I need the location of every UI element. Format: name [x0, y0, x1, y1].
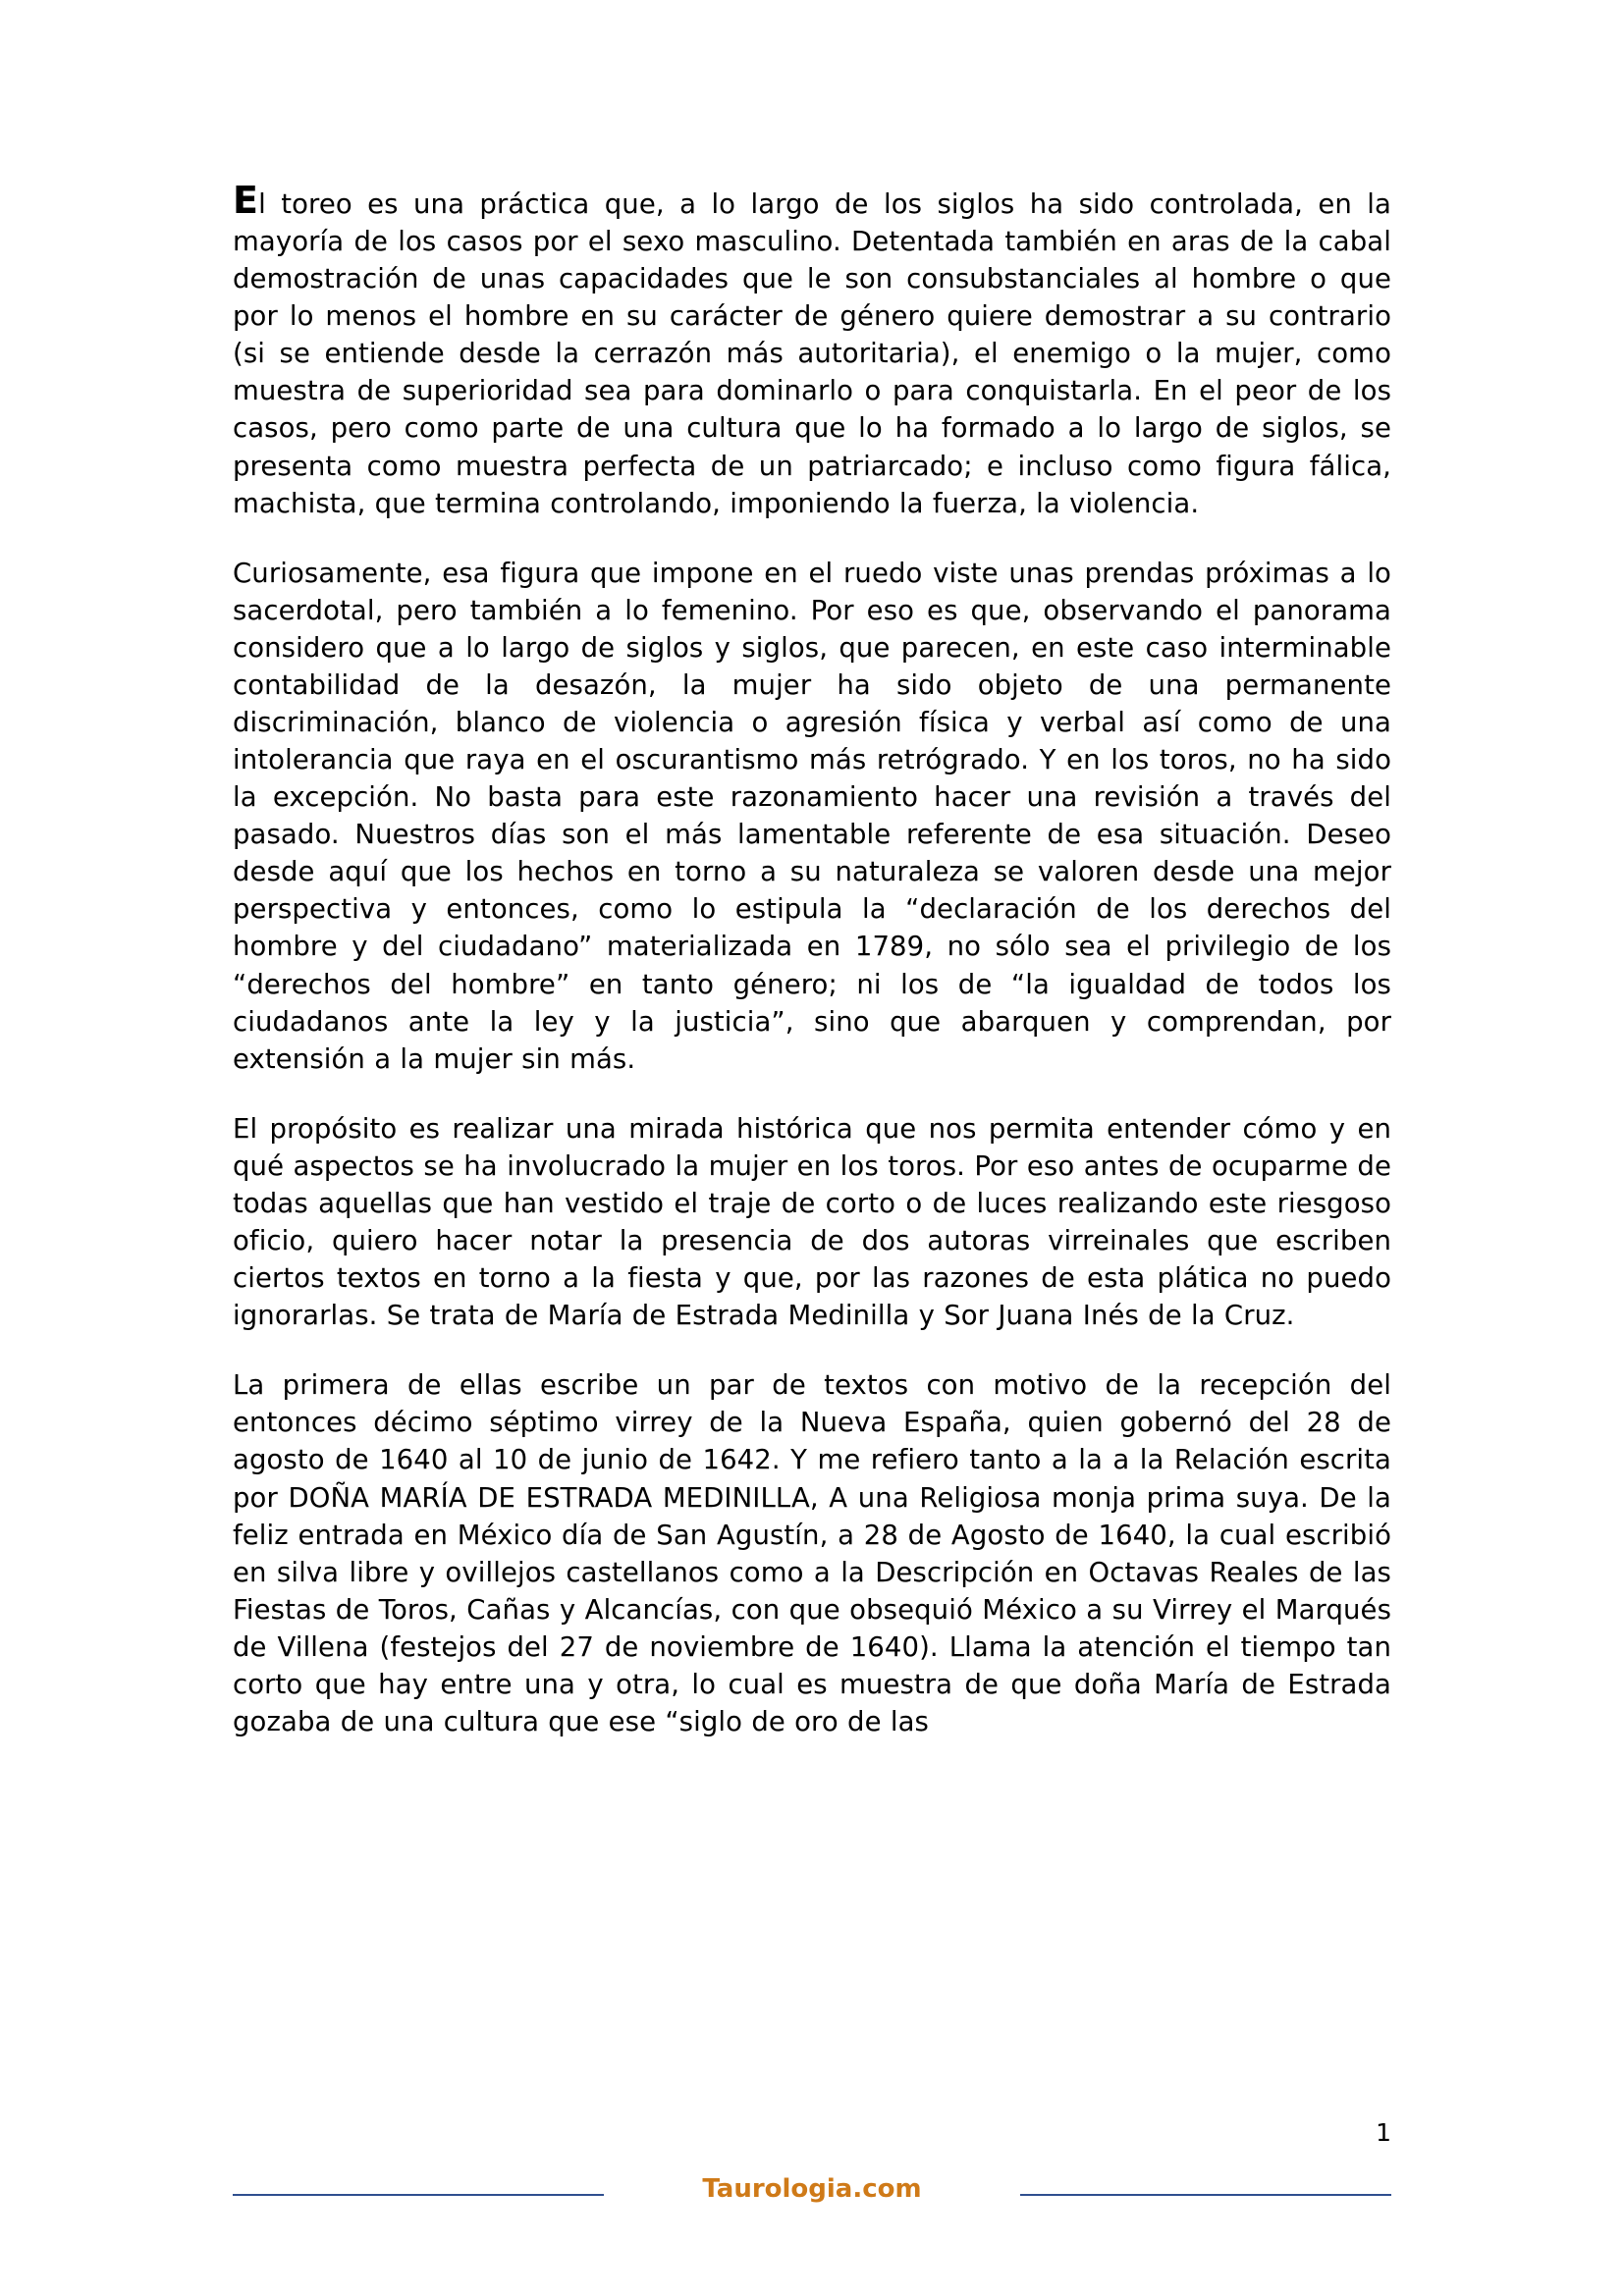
footer-brand: Taurologia.com [702, 2174, 922, 2204]
document-body [233, 179, 1391, 1740]
paragraph-3: El propósito es realizar una mirada histórica que nos permita entender cómo y en qué aspectos se ha involucrado la mujer en los toros. Por eso antes de ocuparme de todas aquellas que han vestido el traje de corto o de luces realizando este riesgoso oficio, quiero hacer notar la presencia de dos autoras virreinales que escriben ciertos textos en torno a la fiesta y que, por las razones de esta plática no puedo ignorarlas. Se trata de María de Estrada Medinilla y Sor Juana Inés de la Cruz. [233, 1112, 1391, 1332]
footer-rule-right [1020, 2194, 1391, 2196]
page-footer [233, 2174, 1391, 2214]
paragraph-1-text: l toreo es una práctica que, a lo largo de los siglos ha sido controlada, en la mayoría de los casos por el sexo masculino. Detentada también en aras de la cabal demostración de unas capacidades que le son consubstanciales al hombre o que por lo menos el hombre en su carácter de género quiere demostrar a su contrario (si se entiende desde la cerrazón más autoritaria), el enemigo o la mujer, como muestra de superioridad sea para dominarlo o para conquistarla. En el peor de los casos, pero como parte de una cultura que lo ha formado a lo largo de siglos, se presenta como muestra perfecta de un patriarcado; e incluso como figura fálica, machista, que termina controlando, imponiendo la fuerza, la violencia. [233, 188, 1391, 519]
paragraph-2: Curiosamente, esa figura que impone en el ruedo viste unas prendas próximas a lo sacerdotal, pero también a lo femenino. Por eso es que, observando el panorama considero que a lo largo de siglos y siglos, que parecen, en este caso interminable contabilidad de la desazón, la mujer ha sido objeto de una permanente discriminación, blanco de violencia o agresión física y verbal así como de una intolerancia que raya en el oscurantismo más retrógrado. Y en los toros, no ha sido la excepción. No basta para este razonamiento hacer una revisión a través del pasado. Nuestros días son el más lamentable referente de esa situación. Deseo desde aquí que los hechos en torno a su naturaleza se valoren desde una mejor perspectiva y entonces, como lo estipula la “declaración de los derechos del hombre y del ciudadano” materializada en 1789, no sólo sea el privilegio de los “derechos del hombre” en tanto género; ni los de “la igualdad de todos los ciudadanos ante la ley y la justicia”, sino que abarquen y comprendan, por extensión a la mujer sin más. [233, 557, 1391, 1075]
page-number: 1 [1376, 2118, 1391, 2147]
footer-rule-left [233, 2194, 604, 2196]
paragraph-1 [233, 179, 1391, 522]
paragraph-4: La primera de ellas escribe un par de textos con motivo de la recepción del entonces décimo séptimo virrey de la Nueva España, quien gobernó del 28 de agosto de 1640 al 10 de junio de 1642. Y me refiero tanto a la a la Relación escrita por DOÑA MARÍA DE ESTRADA MEDINILLA, A una Religiosa monja prima suya. De la feliz entrada en México día de San Agustín, a 28 de Agosto de 1640, la cual escribió en silva libre y ovillejos castellanos como a la Descripción en Octavas Reales de las Fiestas de Toros, Cañas y Alcancías, con que obsequió México a su Virrey el Marqués de Villena (festejos del 27 de noviembre de 1640). Llama la atención el tiempo tan corto que hay entre una y otra, lo cual es muestra de que doña María de Estrada gozaba de una cultura que ese “siglo de oro de las [233, 1369, 1391, 1737]
drop-cap: E [233, 179, 259, 222]
